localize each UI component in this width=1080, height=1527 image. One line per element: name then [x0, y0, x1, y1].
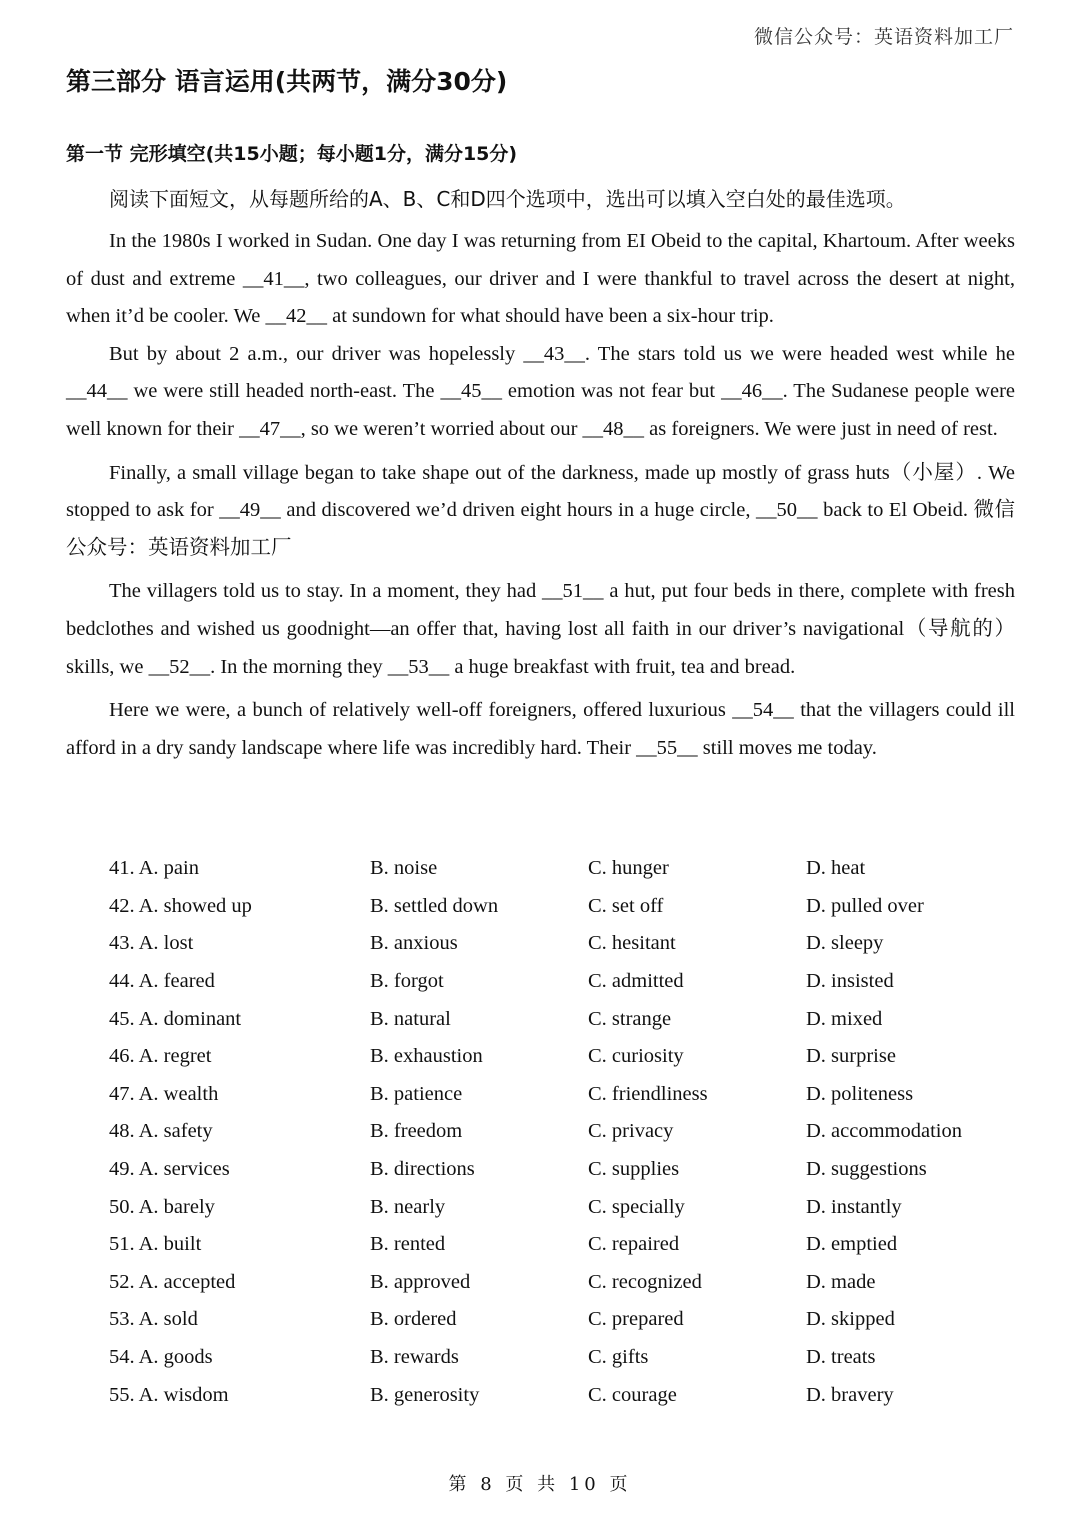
option-c: C. prepared [588, 1308, 684, 1331]
option-row [109, 850, 1009, 888]
option-a: 53. A. sold [109, 1308, 198, 1331]
option-a: 47. A. wealth [109, 1082, 219, 1105]
option-d: D. insisted [806, 970, 894, 993]
option-d: D. politeness [806, 1082, 914, 1105]
option-c: C. admitted [588, 970, 684, 993]
option-c: C. supplies [588, 1158, 680, 1181]
option-a: 50. A. barely [109, 1195, 215, 1218]
option-c: C. recognized [588, 1270, 702, 1293]
option-b: B. freedom [370, 1120, 463, 1143]
option-c: C. gifts [588, 1346, 649, 1369]
option-b: B. approved [370, 1270, 471, 1293]
option-row [109, 1000, 1009, 1038]
option-d: D. skipped [806, 1308, 895, 1331]
option-c: C. courage [588, 1383, 677, 1406]
option-d: D. made [806, 1270, 876, 1293]
passage-paragraph: The villagers told us to stay. In a moment, they had __51__ a hut, put four beds in there, complete with fresh bedclothes and wished us goodnight—an offer that, having lost all faith in our driver’s navigational（导航的）skills, we __52__. In the morning they __53__ a huge breakfast with fruit, tea and bread. [66, 580, 1015, 678]
option-a: 44. A. feared [109, 970, 215, 993]
option-d: D. pulled over [806, 894, 924, 917]
option-row [109, 1076, 1009, 1114]
option-a: 45. A. dominant [109, 1007, 242, 1030]
option-b: B. rewards [370, 1346, 459, 1369]
option-d: D. suggestions [806, 1158, 927, 1181]
option-d: D. heat [806, 857, 866, 880]
option-b: B. rented [370, 1233, 446, 1256]
option-a: 49. A. services [109, 1158, 230, 1181]
option-d: D. accommodation [806, 1120, 962, 1143]
option-c: C. repaired [588, 1233, 680, 1256]
passage-paragraph: In the 1980s I worked in Sudan. One day I was returning from EI Obeid to the capital, Khartoum. After weeks of dust and extreme __41__, two colleagues, our driver and I were thankful to travel across the desert at night, when it’d be cooler. We __42__ at sundown for what should have been a six-hour trip. [66, 230, 1015, 328]
option-d: D. treats [806, 1346, 876, 1369]
option-d: D. instantly [806, 1195, 902, 1218]
option-a: 54. A. goods [109, 1346, 213, 1369]
option-row [109, 1188, 1009, 1226]
option-row [109, 1376, 1009, 1414]
option-a: 43. A. lost [109, 932, 194, 955]
sub-title: 第一节 完形填空(共15小题；每小题1分，满分15分) [66, 143, 518, 165]
option-row [109, 1226, 1009, 1264]
option-a: 46. A. regret [109, 1045, 212, 1068]
section-title: 第三部分 语言运用(共两节，满分30分) [66, 67, 508, 96]
option-c: C. hunger [588, 857, 669, 880]
option-d: D. emptied [806, 1233, 898, 1256]
page-footer: 第 8 页 共 10 页 [448, 1474, 632, 1495]
option-b: B. exhaustion [370, 1045, 483, 1068]
option-a: 48. A. safety [109, 1120, 213, 1143]
option-d: D. bravery [806, 1383, 894, 1406]
option-b: B. natural [370, 1007, 451, 1030]
option-a: 51. A. built [109, 1233, 202, 1256]
option-row [109, 1038, 1009, 1076]
option-d: D. mixed [806, 1007, 883, 1030]
option-b: B. generosity [370, 1383, 480, 1406]
option-b: B. directions [370, 1158, 475, 1181]
option-a: 42. A. showed up [109, 894, 252, 917]
passage-paragraph: Here we were, a bunch of relatively well-off foreigners, offered luxurious __54__ that the villagers could ill afford in a dry sandy landscape where life was incredibly hard. Their __55__ still moves me today. [66, 699, 1015, 759]
option-b: B. patience [370, 1082, 463, 1105]
option-b: B. nearly [370, 1195, 446, 1218]
passage-paragraph: But by about 2 a.m., our driver was hopelessly __43__. The stars told us we were headed west while he __44__ we were still headed north-east. The __45__ emotion was not fear but __46__. The Sudanese people were well known for their __47__, so we weren’t worried about our __48__ as foreigners. We were just in need of rest. [66, 342, 1015, 440]
option-c: C. strange [588, 1007, 672, 1030]
option-c: C. privacy [588, 1120, 674, 1143]
option-b: B. anxious [370, 932, 458, 955]
option-b: B. ordered [370, 1308, 457, 1331]
option-c: C. set off [588, 894, 664, 917]
option-c: C. hesitant [588, 932, 676, 955]
instructions: 阅读下面短文，从每题所给的A、B、C和D四个选项中，选出可以填入空白处的最佳选项。 [109, 187, 906, 211]
option-row [109, 1264, 1009, 1302]
option-row [109, 1301, 1009, 1339]
option-a: 55. A. wisdom [109, 1383, 229, 1406]
option-c: C. specially [588, 1195, 685, 1218]
option-d: D. sleepy [806, 932, 884, 955]
option-b: B. forgot [370, 970, 444, 993]
option-row [109, 925, 1009, 963]
option-d: D. surprise [806, 1045, 896, 1068]
passage-paragraph: Finally, a small village began to take shape out of the darkness, made up mostly of grass huts（小屋）. We stopped to ask for __49__ and discovered we’d driven eight hours in a huge circle, __50__ back to El Obeid. 微信公众号：英语资料加工厂 [66, 461, 1015, 559]
header-note: 微信公众号：英语资料加工厂 [753, 26, 1014, 48]
option-row [109, 1113, 1009, 1151]
option-b: B. settled down [370, 894, 499, 917]
option-row [109, 963, 1009, 1001]
option-b: B. noise [370, 857, 438, 880]
option-a: 52. A. accepted [109, 1270, 236, 1293]
option-c: C. friendliness [588, 1082, 708, 1105]
option-row [109, 1339, 1009, 1377]
option-a: 41. A. pain [109, 857, 199, 880]
option-row [109, 1151, 1009, 1189]
passage [66, 223, 1015, 767]
options-list [109, 850, 1009, 1414]
option-c: C. curiosity [588, 1045, 684, 1068]
option-row [109, 888, 1009, 926]
